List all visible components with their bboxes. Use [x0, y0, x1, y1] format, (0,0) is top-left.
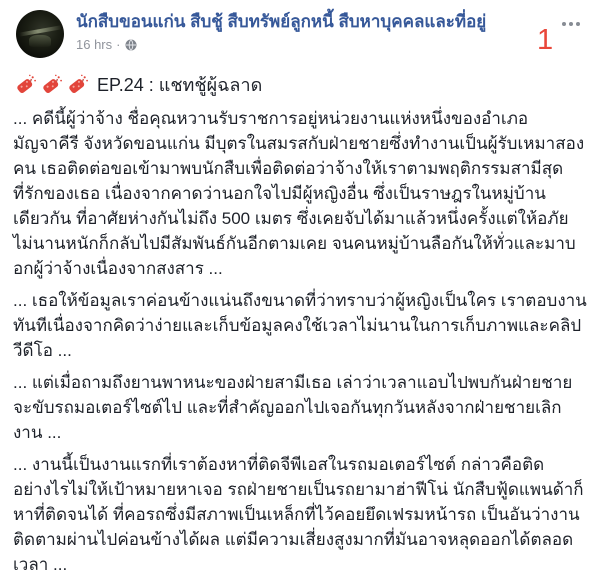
episode-title-line [14, 70, 587, 98]
ellipsis-dot [562, 22, 566, 26]
firecracker-emoji [66, 73, 89, 96]
episode-title: EP.24 : แชทชู้ผู้ฉลาด [97, 74, 263, 95]
meta-separator: · [116, 37, 121, 52]
post-paragraph: ... เธอให้ข้อมูลเราค่อนข้างแน่นถึงขนาดที่ว่าทราบว่าผู้หญิงเป็นใคร เราตอบงานทันทีเนื่องจากคิดว่าง่ายและเก็บข้อมูลคงใช้เวลาไม่นานในการเก็บภาพและคลิปวีดีโอ ... [13, 291, 587, 360]
firecracker-emoji [40, 73, 63, 96]
post-paragraph: ... งานนี้เป็นงานแรกที่เราต้องหาที่ติดจีพีเอสในรถมอเตอร์ไซต์ กล่าวคือติดอย่างไรไม่ให้เป้าหมายหาเจอ รถฝ่ายชายเป็นรถยามาฮ่าฟีโน่ นักสืบฟู้ดแพนด้าก็หาที่ติดจนได้ ที่คอรถซึ่งมีสภาพเป็นเหล็กที่ไว้คอยยึดเฟรมหน้ารถ เป็นอันว่างานติดตามผ่านไปค่อนข้างได้ผล แต่มีความเสี่ยงสูงมากที่มันอาจหลุดออกได้ตลอดเวลา ... [13, 455, 584, 574]
post-paragraph: ... แต่เมื่อถามถึงยานพาหนะของฝ่ายสามีเธอ เล่าว่าเวลาแอบไปพบกันฝ่ายชายจะขับรถมอเตอร์ไซต์ไป และที่สำคัญออกไปเจอกันทุกวันหลังจากฝ่ายชายเลิกงาน ... [13, 373, 573, 442]
post-header [13, 10, 587, 58]
ellipsis-dot [576, 22, 580, 26]
annotation-number: 1 [537, 24, 554, 56]
page-name-link[interactable]: นักสืบขอนแก่น สืบชู้ สืบทรัพย์ลูกหนี้ สืบหาบุคคลและที่อยู่ [76, 12, 487, 31]
ellipsis-dot [569, 22, 573, 26]
header-text [76, 10, 486, 52]
page-avatar[interactable] [16, 10, 64, 58]
firecracker-emoji [14, 73, 37, 96]
post-meta [76, 37, 486, 52]
post-body [13, 106, 587, 577]
timestamp-link[interactable]: 16 hrs [76, 37, 113, 52]
globe-public-icon [125, 39, 137, 51]
post-paragraph: ... คดีนี้ผู้ว่าจ้าง ชื่อคุณหวานรับราชการอยู่หน่วยงานแห่งหนึ่งของอำเภอมัญจาคีรี จังหวัดขอนแก่น มีบุตรในสมรสกับฝ่ายชายซึ่งทำงานเป็นผู้รับเหมาสองคน เธอติดต่อขอเข้ามาพบนักสืบเพื่อติดต่อว่าจ้างให้เราตามพฤติกรรมสามีสุดที่รักของเธอ เนื่องจากคาดว่านอกใจไปมีผู้หญิงอื่น ซึ่งเป็นราษฎรในหมู่บ้านเดียวกัน ที่อาศัยห่างกันไม่ถึง 500 เมตร ซึ่งเคยจับได้มาแล้วหนึ่งครั้งแต่ให้อภัย ไม่นานหนักก็กลับไปมีสัมพันธ์กันอีกตามเคย จนคนหมู่บ้านลือกันให้ทั่วและมาบอกผู้ว่าจ้างเนื่องจากสงสาร ... [13, 109, 585, 278]
post-menu-button[interactable] [558, 18, 584, 30]
